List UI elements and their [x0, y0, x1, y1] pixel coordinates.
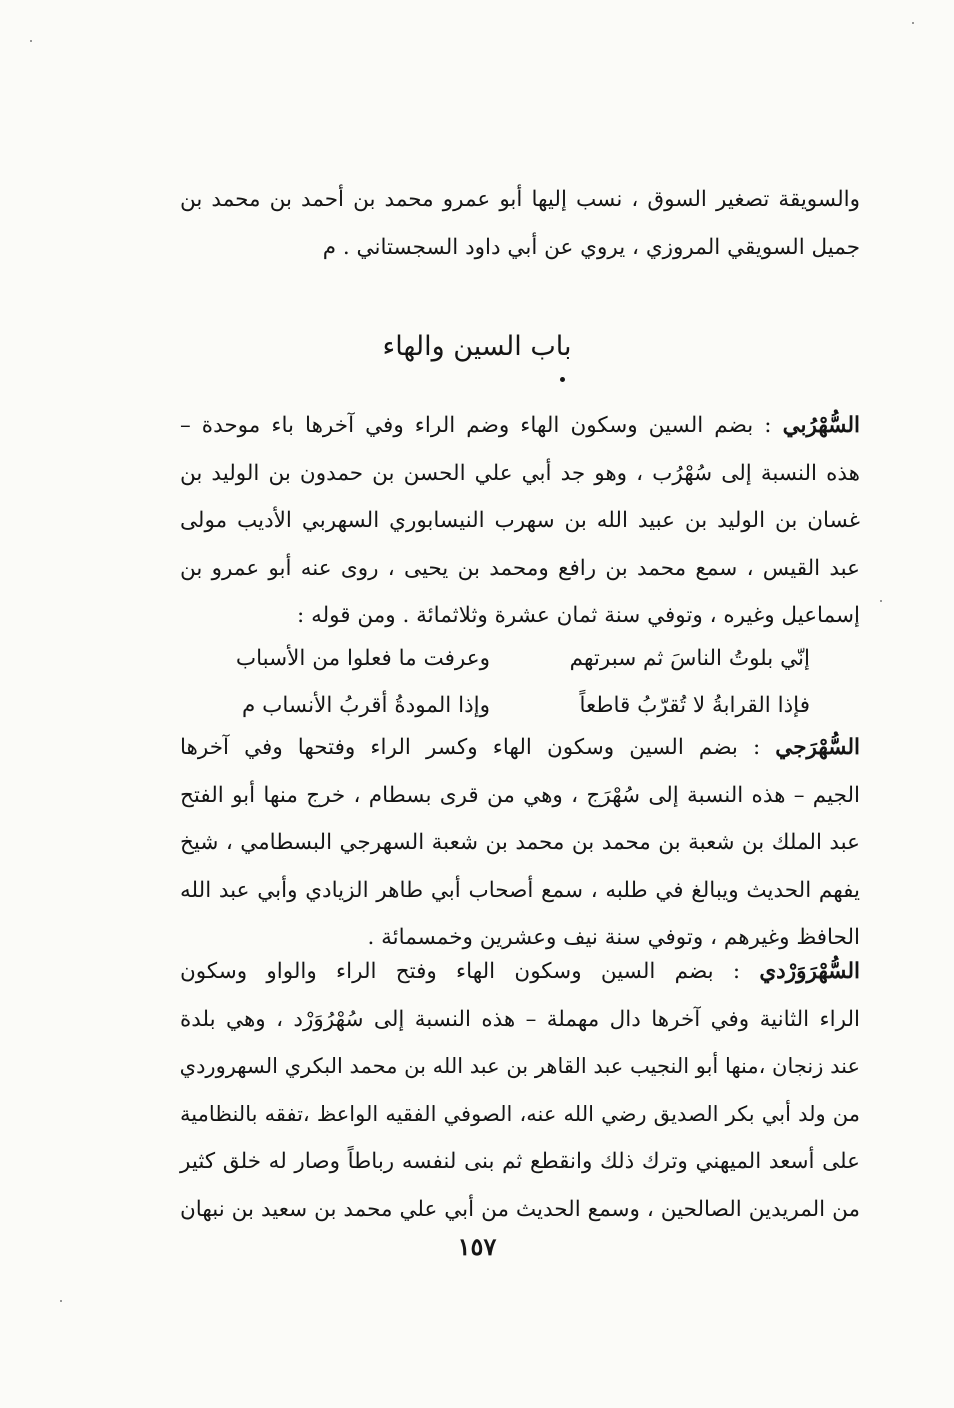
text-line: من المريدين الصالحين ، وسمع الحديث من أبي علي محمد بن سعيد بن نبهان — [180, 1196, 860, 1222]
entry-text: : بضم السين وسكون الهاء وكسر الراء وفتحها وفي آخرها — [180, 735, 776, 760]
text-line: عند زنجان ،منها أبو النجيب عبد القاهر بن عبد الله بن محمد البكري السهروردي — [179, 1054, 860, 1078]
entry-suhraji — [180, 724, 860, 962]
section-heading: باب السين والهاء — [382, 331, 572, 362]
verse-first-hemistich: فإذا القرابةُ لا تُقرّبُ قاطعاً — [579, 693, 810, 718]
verse-second-hemistich: وإذا المودةُ أقربُ الأنساب م — [242, 693, 490, 718]
text-line: الجيم – هذه النسبة إلى سُهْرَج ، وهي من قرى بسطام ، خرج منها أبو الفتح — [180, 782, 860, 808]
entry-term: السُّهْرُبي — [782, 413, 860, 438]
scan-speck — [30, 40, 32, 42]
intro-paragraph — [180, 176, 860, 271]
page-number: ١٥٧ — [457, 1232, 497, 1261]
text-line: يفهم الحديث ويبالغ في طلبه ، سمع أصحاب أبي طاهر الزيادي وأبي عبد الله — [180, 877, 860, 903]
poem-verse — [180, 682, 810, 729]
entry-first-line — [180, 402, 860, 450]
entry-text: : بضم السين وسكون الهاء وفتح الراء والواو وسكون — [180, 959, 760, 984]
verse-first-hemistich: إنّي بلوتُ الناسَ ثم سبرتهم — [569, 646, 810, 671]
scan-speck — [880, 600, 882, 602]
entry-first-line — [180, 948, 860, 996]
text-line: عبد الملك بن شعبة بن محمد بن محمد بن شعبة السهرجي البسطامي ، شيخ — [180, 830, 860, 855]
text-line: غسان بن الوليد بن عبيد الله بن سهرب النيسابوري السهربي الأديب مولى — [180, 508, 860, 533]
scan-speck — [912, 22, 914, 24]
text-line: على أسعد الميهني وترك ذلك وانقطع ثم بنى لنفسه رباطاً وصار له خلق كثير — [180, 1149, 860, 1174]
text-line: جميل السويقي المروزي ، يروي عن أبي داود السجستاني . م — [322, 234, 860, 260]
text-line: من ولد أبي بكر الصديق رضي الله عنه، الصوفي الفقيه الواعظ ،تفقه بالنظامية — [180, 1101, 860, 1126]
poem-verse — [180, 635, 810, 682]
entry-term: السُّهْرَجي — [775, 735, 860, 760]
text-line: إسماعيل وغيره ، وتوفي سنة ثمان عشرة وثلاثمائة . ومن قوله : — [297, 603, 860, 628]
entry-text: : بضم السين وسكون الهاء وضم الراء وفي آخرها باء موحدة – — [180, 413, 783, 438]
text-line: هذه النسبة إلى سُهْرُب ، وهو جد أبي علي الحسن بن حمدون بن الوليد بن — [180, 460, 860, 486]
entry-term: السُّهْرَوَرْدي — [759, 959, 860, 984]
heading-ornament-dot — [560, 377, 565, 382]
text-line: الراء الثانية وفي آخرها دال مهملة – هذه النسبة إلى سُهْرُوَرْد ، وهي بلدة — [180, 1006, 860, 1032]
entry-first-line — [180, 724, 860, 772]
text-line: الحافظ وغيرهم ، وتوفي سنة نيف وعشرين وخمسمائة . — [367, 925, 860, 950]
entry-suhrawardi — [180, 948, 860, 1233]
verse-second-hemistich: وعرفت ما فعلوا من الأسباب — [235, 646, 490, 671]
scan-speck — [60, 1300, 62, 1302]
entry-suhrubi — [180, 402, 860, 640]
text-line: والسويقة تصغير السوق ، نسب إليها أبو عمرو محمد بن أحمد بن محمد بن — [180, 187, 860, 212]
text-line: عبد القيس ، سمع محمد بن رافع ومحمد بن يحيى ، روى عنه أبو عمرو بن — [180, 555, 860, 581]
